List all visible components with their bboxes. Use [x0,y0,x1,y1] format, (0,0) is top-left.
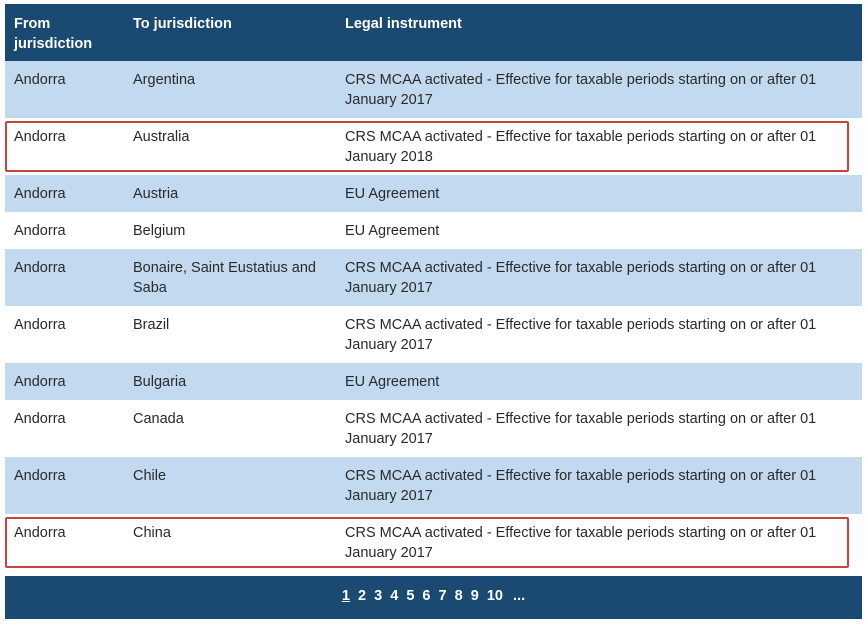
cell-instrument: CRS MCAA activated - Effective for taxable periods starting on or after 01 January 2018 [345,129,817,165]
table-row [5,249,862,306]
header-legal-instrument: Legal instrument [345,16,462,32]
cell-to: Chile [133,468,167,484]
table-row [5,212,862,249]
page-link[interactable]: 10 [486,588,503,604]
header-to-jurisdiction: To jurisdiction [133,16,232,32]
cell-instrument: CRS MCAA activated - Effective for taxable periods starting on or after 01 January 2017 [345,468,817,504]
cell-instrument: EU Agreement [345,374,440,390]
cell-from: Andorra [14,525,66,541]
cell-instrument: CRS MCAA activated - Effective for taxable periods starting on or after 01 January 2017 [345,411,817,447]
cell-from: Andorra [14,260,66,276]
page-link[interactable]: 3 [374,588,383,604]
cell-from: Andorra [14,374,66,390]
cell-to: Argentina [133,72,196,88]
page-link[interactable]: 6 [422,588,431,604]
cell-to: Bulgaria [133,374,187,390]
cell-to: China [133,525,171,541]
cell-instrument: CRS MCAA activated - Effective for taxable periods starting on or after 01 January 2017 [345,525,817,561]
cell-to: Brazil [133,317,170,333]
cell-instrument: CRS MCAA activated - Effective for taxable periods starting on or after 01 January 2017 [345,72,817,108]
page-link[interactable]: 4 [390,588,399,604]
cell-to: Austria [133,186,179,202]
cell-from: Andorra [14,317,66,333]
page-link-current[interactable]: 1 [341,588,350,604]
table-row [5,457,862,514]
table-row [5,61,862,118]
table-row [5,175,862,212]
page-link[interactable]: 5 [406,588,415,604]
pagination-links [5,588,862,604]
page-link-more[interactable]: ... [513,588,526,604]
table-header [5,4,862,61]
page-link[interactable]: 7 [438,588,447,604]
cell-instrument: EU Agreement [345,223,440,239]
cell-instrument: CRS MCAA activated - Effective for taxable periods starting on or after 01 January 2017 [345,317,817,353]
cell-instrument: CRS MCAA activated - Effective for taxable periods starting on or after 01 January 2017 [345,260,817,296]
page-link[interactable]: 8 [454,588,463,604]
table-row-highlighted [5,118,862,175]
table-row [5,363,862,400]
header-from-jurisdiction: From jurisdiction [14,16,93,52]
cell-from: Andorra [14,468,66,484]
jurisdiction-table [5,4,862,619]
table-row [5,400,862,457]
cell-to: Australia [133,129,190,145]
table-row [5,306,862,363]
table-row-highlighted [5,514,862,571]
page-link[interactable]: 9 [470,588,479,604]
cell-from: Andorra [14,223,66,239]
cell-to: Belgium [133,223,186,239]
page-link[interactable]: 2 [357,588,367,604]
pagination-bar [5,576,862,619]
cell-to: Canada [133,411,184,427]
cell-from: Andorra [14,72,66,88]
cell-from: Andorra [14,411,66,427]
cell-to: Bonaire, Saint Eustatius and Saba [133,260,316,296]
cell-instrument: EU Agreement [345,186,440,202]
cell-from: Andorra [14,186,66,202]
cell-from: Andorra [14,129,66,145]
